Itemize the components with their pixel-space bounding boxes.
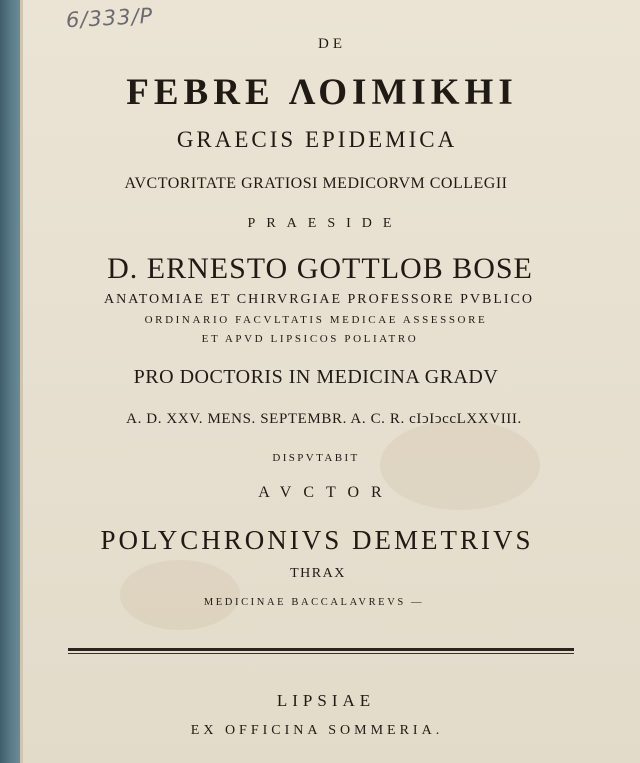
divider-rule xyxy=(68,648,574,651)
author-origin: THRAX xyxy=(290,566,346,581)
subtitle: GRAECIS EPIDEMICA xyxy=(176,127,458,152)
line-pro-doctoris: PRO DOCTORIS IN MEDICINA GRADV xyxy=(133,366,499,388)
line-praeside: PRAESIDE xyxy=(247,216,403,231)
author-name: POLYCHRONIVS DEMETRIVS xyxy=(100,525,534,555)
imprint-city: LIPSIAE xyxy=(276,691,376,710)
disputation-date: A. D. XXV. MENS. SEPTEMBR. A. C. R. cIↄIↄccLXXVIII. xyxy=(126,411,522,427)
imprint-printer: EX OFFICINA SOMMERIA. xyxy=(190,723,444,738)
praeses-title-1: ANATOMIAE ET CHIRVRGIAE PROFESSORE PVBLICO xyxy=(103,292,535,307)
main-title: FEBRE ΛΟΙΜΙΚΗΙ xyxy=(126,72,518,113)
line-de: DE xyxy=(318,36,346,52)
line-disputabit: DISPVTABIT xyxy=(272,452,360,464)
author-degree: MEDICINAE BACCALAVREVS — xyxy=(203,597,425,608)
line-auctor: AVCTOR xyxy=(258,484,394,501)
praeses-title-3: ET APVD LIPSICOS POLIATRO xyxy=(201,333,419,345)
praeses-name: D. ERNESTO GOTTLOB BOSE xyxy=(107,252,533,285)
praeses-title-2: ORDINARIO FACVLTATIS MEDICAE ASSESSORE xyxy=(144,314,488,326)
handwritten-shelfmark: 6/333/P xyxy=(65,3,154,33)
line-auctoritate: AVCTORITATE GRATIOSI MEDICORVM COLLEGII xyxy=(124,175,508,192)
divider-rule-thin xyxy=(68,653,574,654)
